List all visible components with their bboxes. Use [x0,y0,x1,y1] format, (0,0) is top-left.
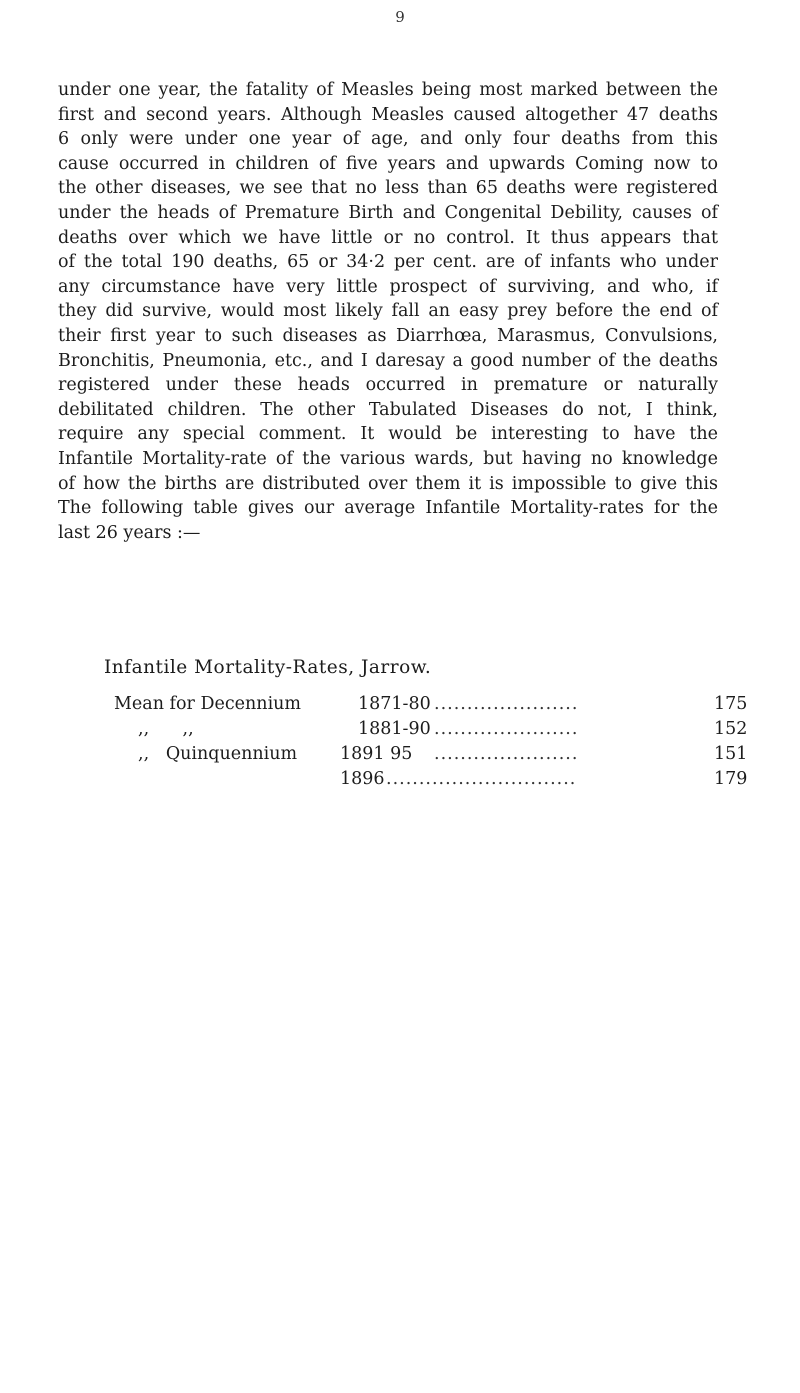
text-line: the other diseases, we see that no less than 65 deaths were registered [58,178,718,199]
text-line: they did survive, would most likely fall an easy prey before the end of [58,301,718,322]
row-leader: ...................... [434,719,579,739]
row-period: 1871-80 [358,694,431,714]
text-line: cause occurred in children of five years and upwards Coming now to [58,153,718,174]
row-value: 152 [714,719,748,739]
table-row [58,742,758,767]
text-line: under the heads of Premature Birth and Congenital Debility, causes of [58,202,718,223]
text-line: debilitated children. The other Tabulated Diseases do not, I think, [58,399,718,420]
text-line: last 26 years :— [58,522,201,543]
text-line: 6 only were under one year of age, and only four deaths from this [58,129,718,150]
row-label: ,, Quinquennium [138,744,298,764]
text-line: deaths over which we have little or no control. It thus appears that [58,227,718,248]
body-text [58,78,718,545]
page-number: 9 [395,8,405,26]
text-line: of how the births are distributed over them it is impossible to give this [58,473,718,494]
row-leader: ............................. [386,769,577,789]
row-period: 1896 [340,769,385,789]
table-row [58,692,758,717]
table-title: Infantile Mortality-Rates, Jarrow. [104,657,432,678]
text-line: first and second years. Although Measles caused altogether 47 deaths [58,104,718,125]
row-label: ,, ,, [138,719,194,739]
text-line: under one year, the fatality of Measles being most marked between the [58,80,718,100]
row-period: 1881-90 [358,719,431,739]
text-line: any circumstance have very little prospect of surviving, and who, if [58,276,718,297]
row-value: 175 [714,694,748,714]
text-line: Bronchitis, Pneumonia, etc., and I daresay a good number of the deaths [58,350,718,371]
text-line: their first year to such diseases as Diarrhœa, Marasmus, Convulsions, [58,325,718,346]
table-row [58,717,758,742]
table-row [58,767,758,792]
row-leader: ...................... [434,744,579,764]
row-label: Mean for Decennium [114,694,302,714]
row-value: 179 [714,769,748,789]
row-leader: ...................... [434,694,579,714]
text-line: require any special comment. It would be interesting to have the [58,424,718,445]
text-line: of the total 190 deaths, 65 or 34·2 per cent. are of infants who under [58,252,718,273]
row-value: 151 [714,744,748,764]
row-period: 1891 95 [340,744,413,764]
text-line: Infantile Mortality-rate of the various wards, but having no knowledge [58,448,718,469]
text-line: The following table gives our average Infantile Mortality-rates for the [58,498,718,519]
text-line: registered under these heads occurred in premature or naturally [58,375,718,396]
